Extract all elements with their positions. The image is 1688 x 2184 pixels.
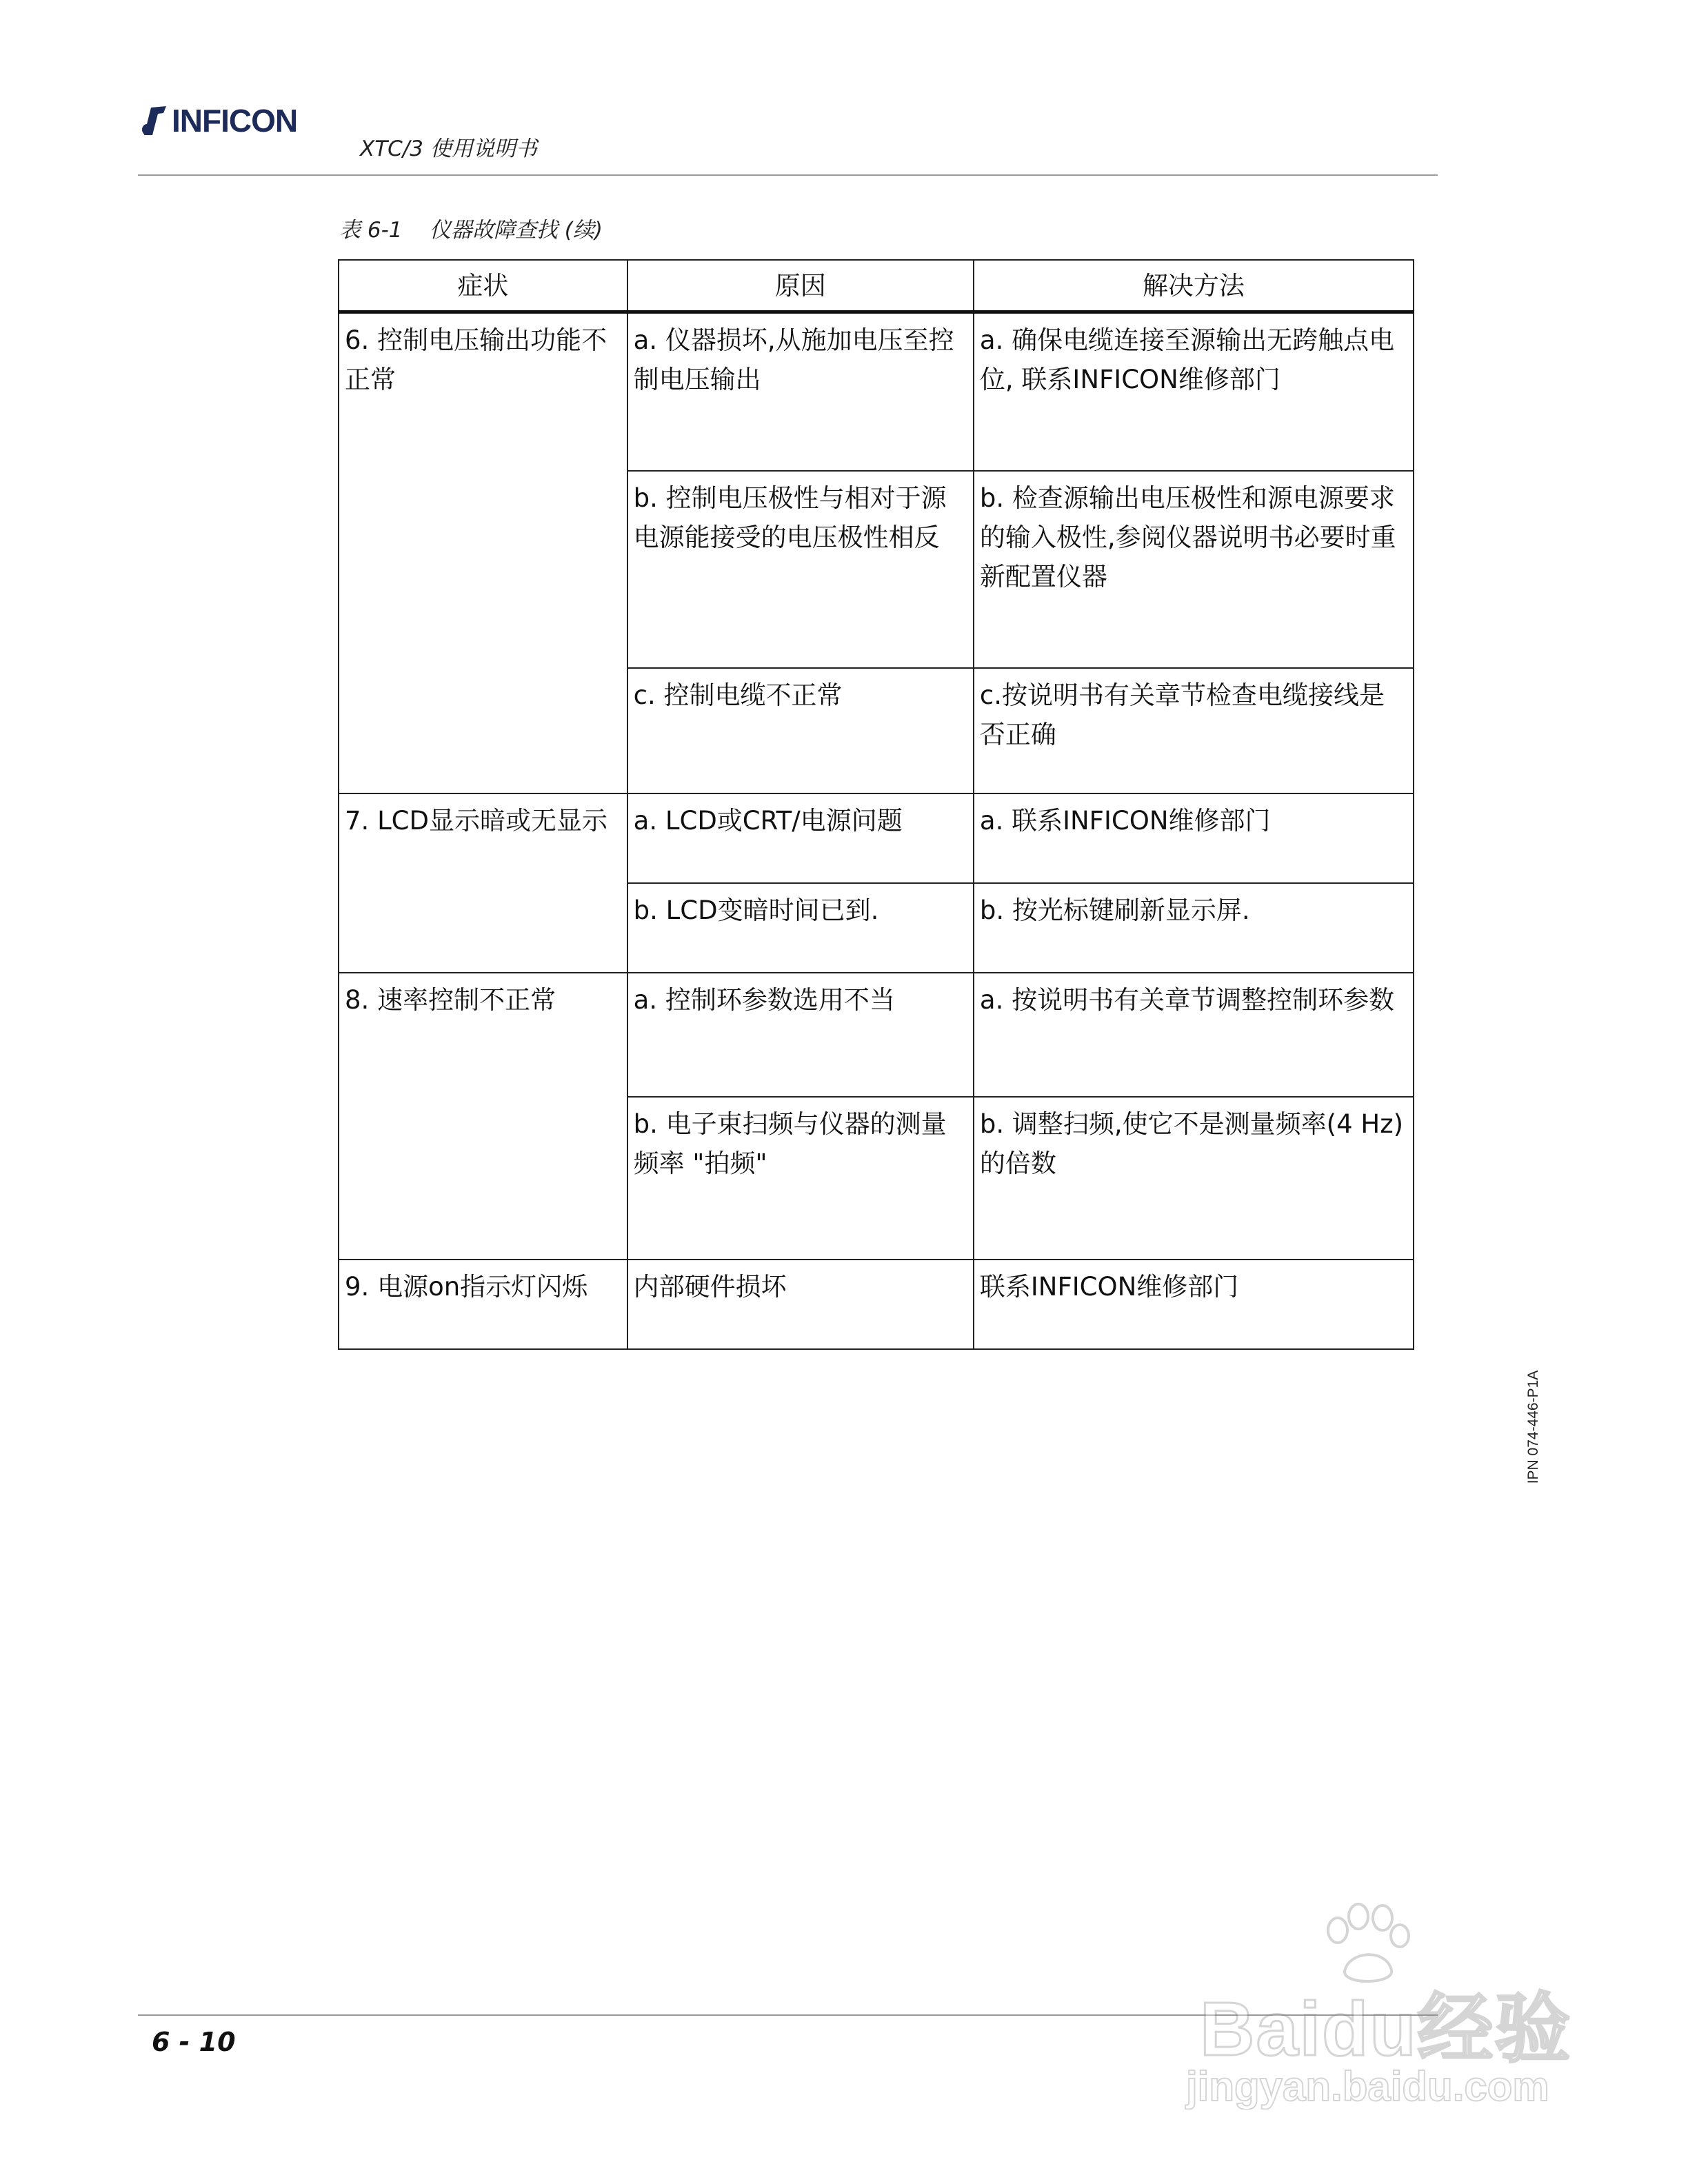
symptom-cell: 7. LCD显示暗或无显示 (339, 793, 627, 973)
troubleshooting-table (338, 259, 1414, 1350)
cause-cell: b. 电子束扫频与仪器的测量频率 "拍频" (627, 1097, 974, 1260)
solution-cell: c.按说明书有关章节检查电缆接线是否正确 (974, 668, 1414, 793)
baidu-watermark (1172, 1903, 1586, 2123)
logo-text: INFICON (172, 103, 298, 139)
solution-cell: 联系INFICON维修部门 (974, 1260, 1414, 1349)
column-header-cause: 原因 (627, 260, 974, 312)
solution-cell: b. 检查源输出电压极性和源电源要求的输入极性,参阅仪器说明书必要时重新配置仪器 (974, 471, 1414, 668)
symptom-cell: 8. 速率控制不正常 (339, 973, 627, 1260)
table-row (339, 312, 1414, 471)
document-title: XTC/3 使用说明书 (360, 136, 537, 161)
page-number: 6 - 10 (152, 2027, 236, 2057)
inficon-logo-icon (141, 105, 169, 136)
part-number (1523, 1362, 1544, 1493)
cause-cell: a. 控制环参数选用不当 (627, 973, 974, 1097)
solution-cell: b. 调整扫频,使它不是测量频率(4 Hz)的倍数 (974, 1097, 1414, 1260)
table-row (339, 1260, 1414, 1349)
cause-cell: c. 控制电缆不正常 (627, 668, 974, 793)
column-header-symptom: 症状 (339, 260, 627, 312)
solution-cell: a. 按说明书有关章节调整控制环参数 (974, 973, 1414, 1097)
cause-cell: a. LCD或CRT/电源问题 (627, 793, 974, 883)
part-number-text: IPN 074-446-P1A (1525, 1370, 1541, 1484)
table-header-row (339, 260, 1414, 312)
cause-cell: b. LCD变暗时间已到. (627, 883, 974, 973)
cause-cell: 内部硬件损坏 (627, 1260, 974, 1349)
table-row (339, 793, 1414, 883)
inficon-logo (141, 103, 298, 139)
header-divider (138, 174, 1438, 176)
column-header-solution: 解决方法 (974, 260, 1414, 312)
cause-cell: b. 控制电压极性与相对于源电源能接受的电压极性相反 (627, 471, 974, 668)
symptom-cell: 9. 电源on指示灯闪烁 (339, 1260, 627, 1349)
table-row (339, 973, 1414, 1097)
cause-cell: a. 仪器损坏,从施加电压至控制电压输出 (627, 312, 974, 471)
solution-cell: a. 联系INFICON维修部门 (974, 793, 1414, 883)
table-caption: 表 6-1 仪器故障查找 (续) (339, 218, 603, 243)
symptom-cell: 6. 控制电压输出功能不正常 (339, 312, 627, 793)
solution-cell: b. 按光标键刷新显示屏. (974, 883, 1414, 973)
watermark-url: jingyan.baidu.com (1186, 2063, 1549, 2110)
watermark-brand: Baidu经验 (1200, 1987, 1572, 2072)
solution-cell: a. 确保电缆连接至源输出无跨触点电位, 联系INFICON维修部门 (974, 312, 1414, 471)
